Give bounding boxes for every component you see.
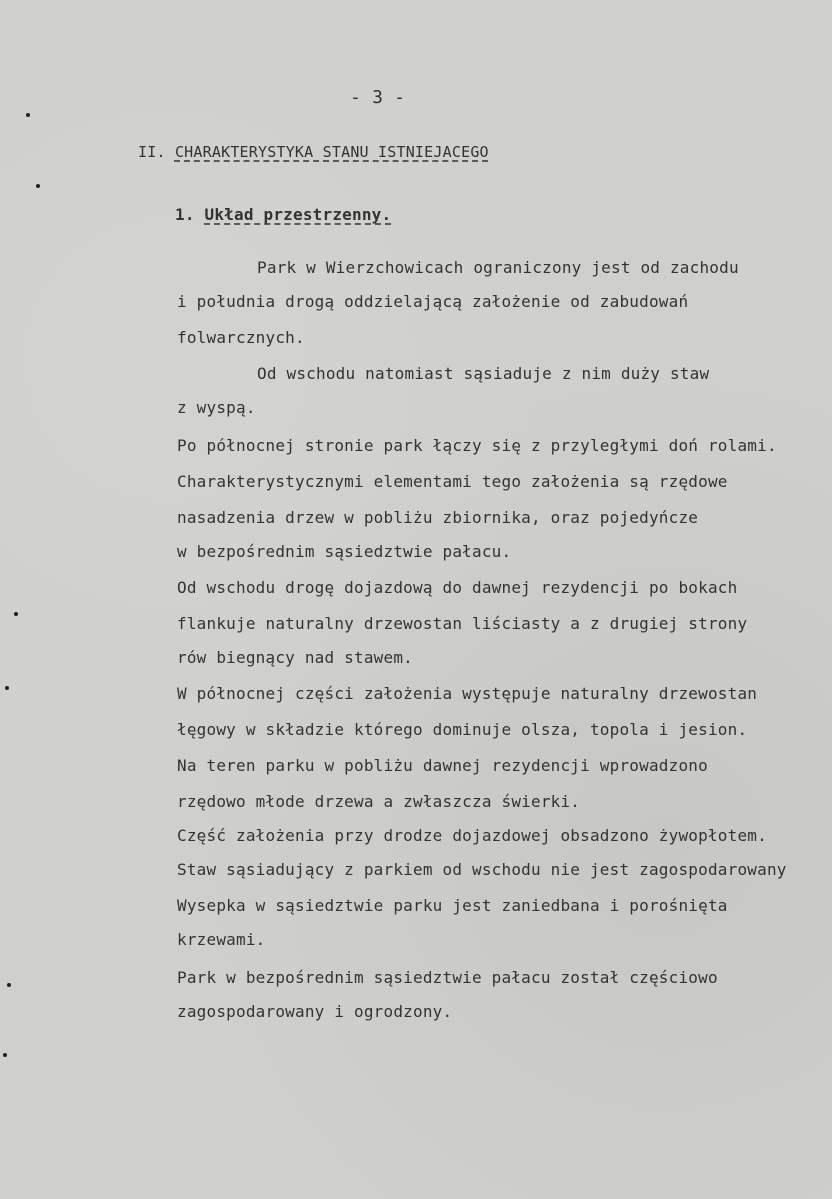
- subsection-title: Układ przestrzenny.: [204, 205, 392, 224]
- text-line: zagospodarowany i ogrodzony.: [177, 1002, 453, 1021]
- text-line: Wysepka w sąsiedztwie parku jest zaniedbana i porośnięta: [177, 896, 728, 915]
- section-heading: [138, 142, 489, 162]
- text-line: i południa drogą oddzielającą założenie od zabudowań: [177, 292, 689, 311]
- text-line: W północnej części założenia występuje naturalny drzewostan: [177, 684, 758, 703]
- text-line: łęgowy w składzie którego dominuje olsza, topola i jesion.: [177, 720, 748, 739]
- text-line: nasadzenia drzew w pobliżu zbiornika, oraz pojedyńcze: [177, 508, 699, 527]
- text-line: Od wschodu natomiast sąsiaduje z nim duży staw: [257, 364, 710, 383]
- punch-hole-mark: [3, 1053, 7, 1057]
- text-line: rów biegnący nad stawem.: [177, 648, 413, 667]
- text-line: Na teren parku w pobliżu dawnej rezydencji wprowadzono: [177, 756, 708, 775]
- page-number: - 3 -: [350, 87, 406, 108]
- section-title: CHARAKTERYSTYKA STANU ISTNIEJACEGO: [174, 143, 489, 161]
- text-line: w bezpośrednim sąsiedztwie pałacu.: [177, 542, 512, 561]
- punch-hole-mark: [14, 612, 18, 616]
- section-number: II.: [138, 143, 166, 161]
- punch-hole-mark: [7, 983, 11, 987]
- text-line: Charakterystycznymi elementami tego założenia są rzędowe: [177, 472, 728, 491]
- punch-hole-mark: [26, 113, 30, 117]
- text-line: krzewami.: [177, 930, 266, 949]
- text-line: Staw sąsiadujący z parkiem od wschodu nie jest zagospodarowany: [177, 860, 787, 879]
- text-line: Po północnej stronie park łączy się z przyległymi doń rolami.: [177, 436, 777, 455]
- text-line: flankuje naturalny drzewostan liściasty a z drugiej strony: [177, 614, 748, 633]
- text-line: Park w bezpośrednim sąsiedztwie pałacu został częściowo: [177, 968, 718, 987]
- text-line: rzędowo młode drzewa a zwłaszcza świerki.: [177, 792, 581, 811]
- punch-hole-mark: [5, 686, 9, 690]
- text-line: z wyspą.: [177, 398, 256, 417]
- text-line: Park w Wierzchowicach ograniczony jest od zachodu: [257, 258, 739, 277]
- text-line: Część założenia przy drodze dojazdowej obsadzono żywopłotem.: [177, 826, 767, 845]
- text-line: folwarcznych.: [177, 328, 305, 347]
- punch-hole-mark: [36, 184, 40, 188]
- subsection-number: 1.: [175, 205, 195, 224]
- subsection-heading: [175, 205, 391, 225]
- text-line: Od wschodu drogę dojazdową do dawnej rezydencji po bokach: [177, 578, 738, 597]
